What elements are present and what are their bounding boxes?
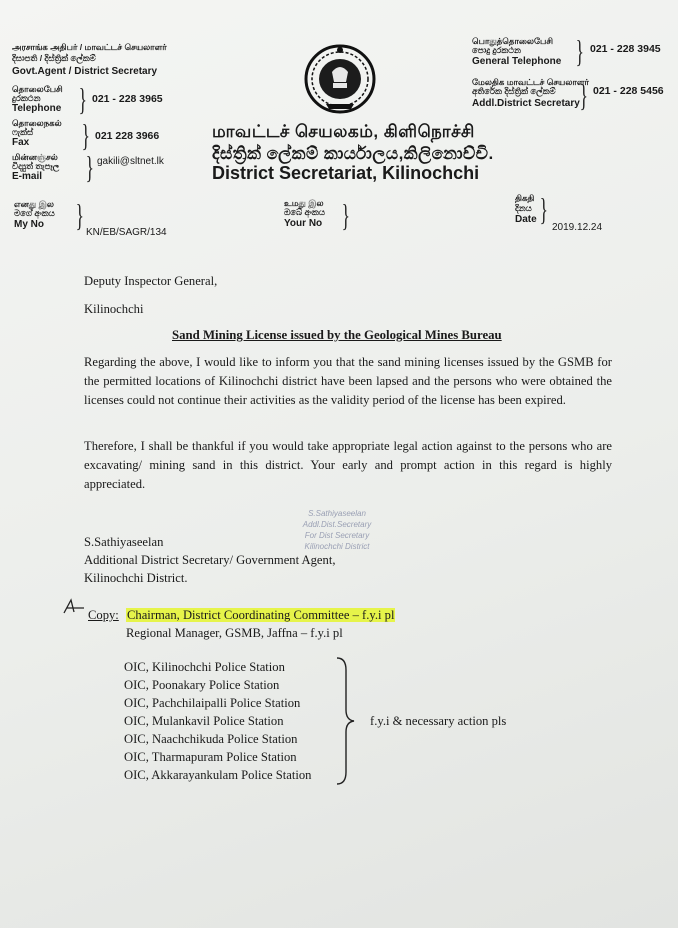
signatory-title: Additional District Secretary/ Government Agent, — [84, 553, 336, 567]
police-list-brace — [334, 656, 356, 786]
addl-secretary-native-2: අතිරේක දිස්ත්‍රික් ලේකම් — [472, 86, 556, 96]
stamp-line: Addl.Dist.Secretary — [302, 520, 372, 529]
email-label: E-mail — [12, 171, 43, 182]
letter-paragraph-1: Regarding the above, I would like to inform you that the sand mining licenses issued by the GSMB for the permitted locations of Kilinochchi district have been lapsed and the persons who were obtained the licenses could not continue their activities as the validity period of the license has been expired. — [84, 355, 612, 407]
signatory-district: Kilinochchi District. — [84, 571, 188, 585]
telephone-value: 021 - 228 3965 — [92, 93, 163, 105]
letter-paragraph-2: Therefore, I shall be thankful if you would take appropriate legal action against to the persons who are excavating/ mining sand in this district. Your early and prompt action in this regard is highly appreciated. — [84, 439, 612, 491]
police-station-list — [124, 658, 311, 784]
govt-agent-label: Govt.Agent / District Secretary — [12, 66, 158, 77]
your-no-native-2: ඔබේ අංකය — [284, 207, 325, 217]
my-no-native-1: எனது இல — [14, 199, 54, 209]
addressee-location: Kilinochchi — [84, 302, 144, 316]
copy-label: Copy: — [88, 608, 119, 622]
copy-line-1-text: Chairman, District Coordinating Committee – f.y.i pl — [127, 608, 395, 622]
email-native-1: மின்னஞ்சல் — [12, 152, 58, 162]
fax-native-1: தொலைநகல் — [12, 118, 62, 128]
addl-secretary-native-1: மேலதிக மாவட்டச் செயலாளர் — [472, 77, 589, 87]
fax-native-2: ෆැක්ස් — [12, 127, 34, 137]
date-native-2: දිනය — [515, 203, 532, 213]
office-title-english: District Secretariat, Kilinochchi — [212, 163, 480, 183]
list-item: OIC, Tharmapuram Police Station — [124, 750, 297, 764]
list-item: OIC, Naachchikuda Police Station — [124, 732, 298, 746]
list-item: OIC, Poonakary Police Station — [124, 678, 280, 692]
telephone-native-2: දුරකථන — [12, 93, 41, 103]
list-item: OIC, Akkarayankulam Police Station — [124, 768, 312, 782]
copy-line-2: Regional Manager, GSMB, Jaffna – f.y.i pl — [126, 626, 343, 640]
your-no-native-1: உமது இல — [284, 198, 324, 208]
telephone-label: Telephone — [12, 103, 62, 114]
telephone-brace: } — [78, 81, 87, 117]
my-no-value: KN/EB/SAGR/134 — [86, 227, 167, 238]
list-item: OIC, Mulankavil Police Station — [124, 714, 284, 728]
official-stamp — [282, 508, 392, 552]
list-item: OIC, Kilinochchi Police Station — [124, 660, 285, 674]
my-no-brace: } — [75, 197, 84, 233]
general-telephone-label: General Telephone — [472, 56, 562, 67]
date-native-1: திகதி — [515, 193, 535, 203]
telephone-native-1: தொலைபேசி — [12, 84, 63, 94]
government-emblem-icon — [302, 42, 378, 116]
stamp-line: S.Sathiyaseelan — [308, 509, 366, 518]
fax-brace: } — [81, 117, 90, 153]
my-no-native-2: මගේ අංකය — [14, 208, 55, 218]
govt-agent-native-1: அரசாங்க அதிபர் / மாவட்டச் செயலாளர் — [12, 42, 167, 52]
my-no-label: My No — [14, 219, 44, 230]
email-value: gakili@sltnet.lk — [97, 156, 164, 167]
general-telephone-native-2: පොදු දුරකථන — [472, 45, 521, 55]
general-telephone-value: 021 - 228 3945 — [590, 43, 661, 55]
email-native-2: විද්‍යුත් තැපෑල — [12, 161, 60, 171]
date-value: 2019.12.24 — [552, 222, 603, 233]
office-title-tamil: மாவட்டச் செயலகம், கிளிநொச்சி — [212, 122, 475, 141]
your-no-label: Your No — [284, 218, 323, 229]
general-telephone-native-1: பொதுத்தொலைபேசி — [472, 36, 553, 46]
addl-secretary-brace: } — [579, 77, 588, 113]
copy-line-1 — [126, 606, 395, 625]
date-brace: } — [539, 191, 548, 227]
stamp-line: Kilinochchi District — [304, 542, 370, 551]
email-brace: } — [85, 149, 94, 185]
addl-secretary-label: Addl.District Secretary — [472, 98, 580, 109]
addl-secretary-value: 021 - 228 5456 — [593, 85, 664, 97]
list-item: OIC, Pachchilaipalli Police Station — [124, 696, 301, 710]
general-telephone-brace: } — [575, 33, 584, 69]
govt-agent-native-2: දිසාපති / දිස්ත්‍රික් ලේකම් — [12, 53, 96, 63]
signatory-name: S.Sathiyaseelan — [84, 535, 164, 549]
your-no-brace: } — [341, 197, 350, 233]
handwritten-mark-icon — [62, 598, 88, 616]
action-note: f.y.i & necessary action pls — [370, 714, 507, 728]
stamp-line: For Dist Secretary — [304, 531, 370, 540]
office-title-sinhala: දිස්ත්‍රික් ලේකම් කාර්යාලය,කිලිනොච්චි. — [212, 144, 494, 163]
fax-value: 021 228 3966 — [95, 130, 160, 142]
fax-label: Fax — [12, 137, 30, 148]
date-label: Date — [515, 214, 537, 225]
addressee-title: Deputy Inspector General, — [84, 274, 218, 288]
letter-subject: Sand Mining License issued by the Geological Mines Bureau — [172, 328, 502, 342]
